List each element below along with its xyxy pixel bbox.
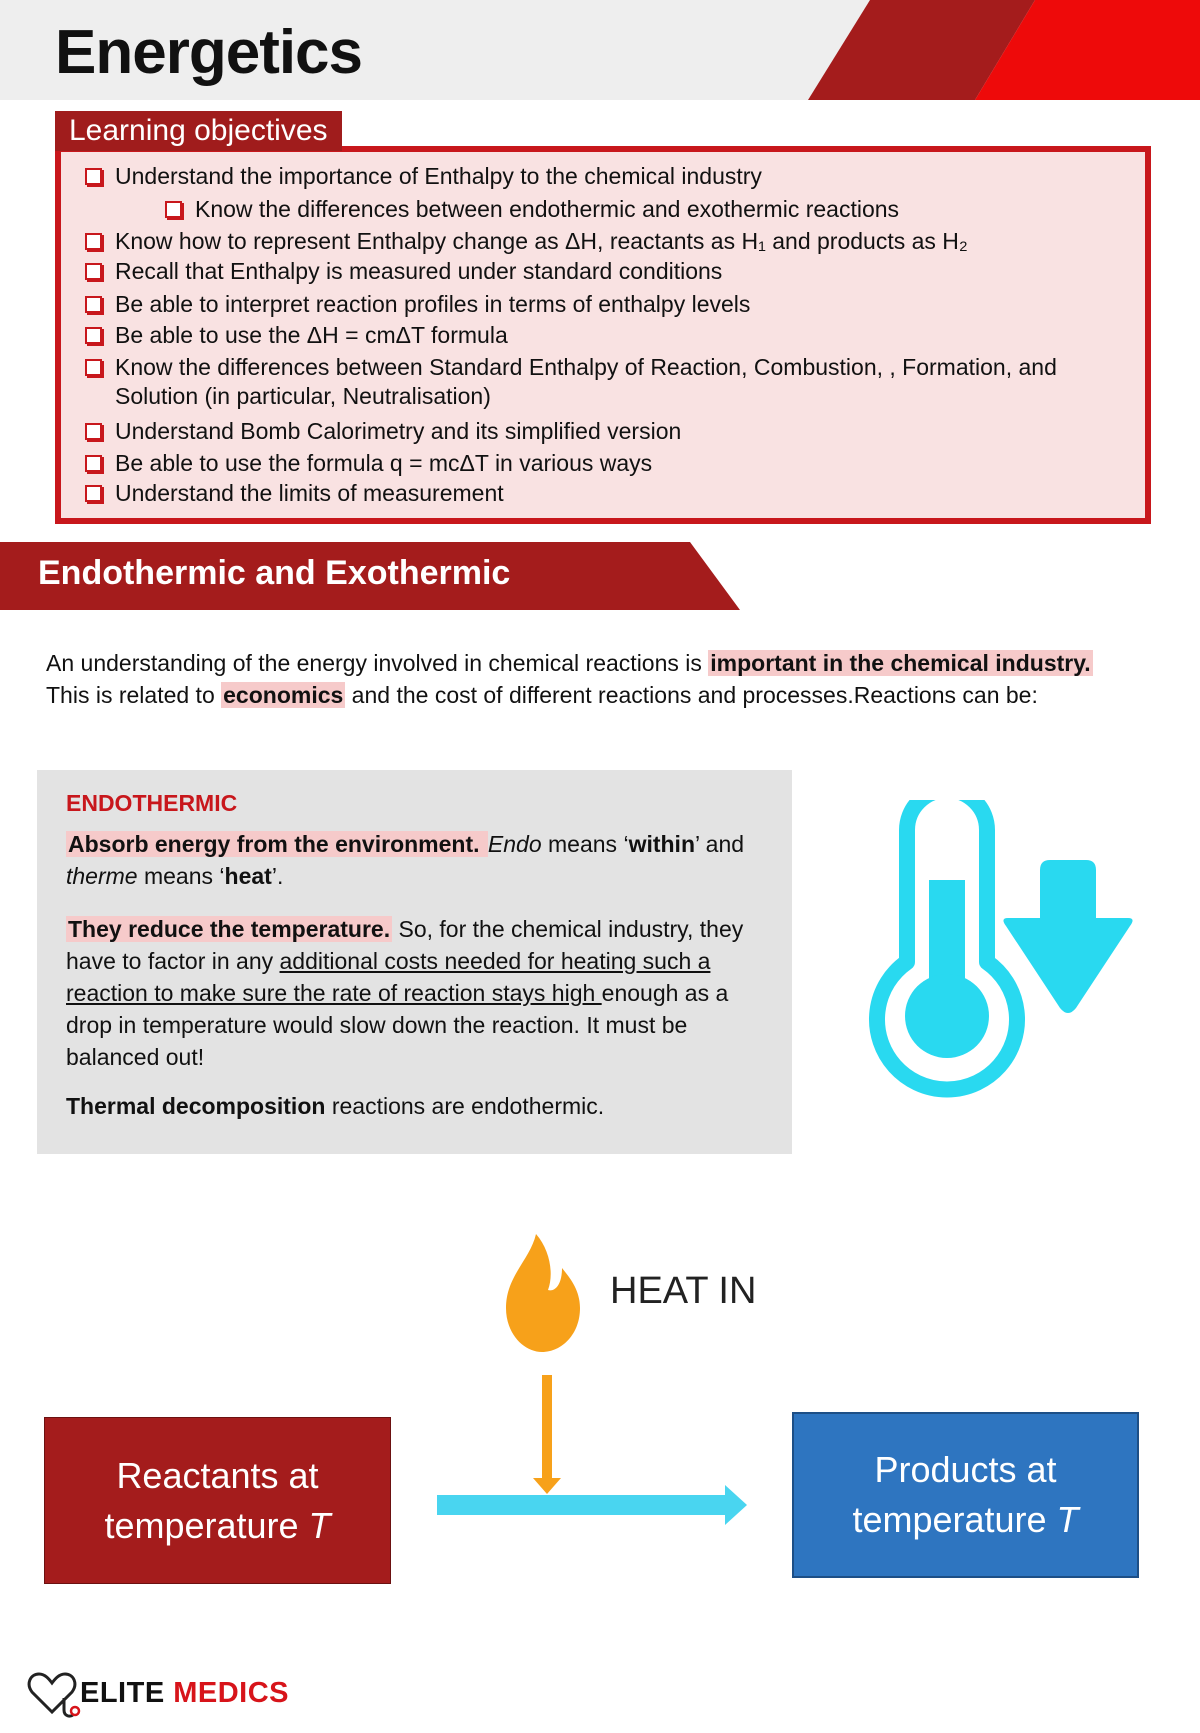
checkbox-icon bbox=[85, 168, 102, 185]
objective-text: Know the differences between Standard Enthalpy of Reaction, Combustion, , Formation, and Solution (in particular, Neutralisation) bbox=[115, 354, 1057, 409]
thermal-decomposition-note: Thermal decomposition reactions are endothermic. bbox=[66, 1093, 605, 1119]
objective-text: Be able to use the ΔH = cmΔT formula bbox=[115, 322, 508, 348]
endothermic-definition: Absorb energy from the environment. Endo means ‘within’ and therme means ‘heat’. bbox=[66, 831, 745, 889]
highlight: economics bbox=[223, 682, 344, 708]
checkbox-icon bbox=[165, 201, 182, 218]
stethoscope-heart-icon bbox=[26, 1670, 82, 1720]
reaction-arrow-icon bbox=[437, 1485, 747, 1525]
learning-objectives-box bbox=[55, 146, 1151, 524]
arrow-down-icon bbox=[1003, 860, 1132, 1013]
intro-paragraph: An understanding of the energy involved in chemical reactions is important in the chemical industry. This is related to economics and the cost of different reactions and processes.Reactions can be: bbox=[46, 650, 1091, 708]
reactants-line-1: Reactants at bbox=[116, 1454, 319, 1496]
heat-arrow-icon bbox=[533, 1375, 561, 1494]
heat-in-label: HEAT IN bbox=[610, 1270, 757, 1312]
learning-objectives-label: Learning objectives bbox=[55, 111, 342, 151]
endothermic-heading: ENDOTHERMIC bbox=[66, 790, 238, 816]
checkbox-icon bbox=[85, 327, 102, 344]
section-title: Endothermic and Exothermic bbox=[38, 554, 511, 592]
products-box bbox=[792, 1412, 1139, 1578]
objective-text: Be able to use the formula q = mcΔT in various ways bbox=[115, 450, 653, 476]
objective-text: Recall that Enthalpy is measured under standard conditions bbox=[115, 258, 723, 284]
checkbox-icon bbox=[85, 455, 102, 472]
objective-text: Understand the limits of measurement bbox=[115, 480, 504, 506]
objective-text: Understand Bomb Calorimetry and its simplified version bbox=[115, 418, 682, 444]
checkbox-icon bbox=[85, 423, 102, 440]
highlight: important in the chemical industry. bbox=[710, 650, 1091, 676]
checkbox-icon bbox=[85, 296, 102, 313]
products-line-2: temperature T bbox=[852, 1499, 1079, 1540]
objective-text: Be able to interpret reaction profiles in terms of enthalpy levels bbox=[115, 291, 751, 317]
checkbox-icon bbox=[85, 359, 102, 376]
checkbox-icon bbox=[85, 485, 102, 502]
thermometer-icon bbox=[877, 800, 1017, 1089]
thermometer-down-icon bbox=[860, 800, 1140, 1100]
reactants-box bbox=[44, 1417, 391, 1584]
endothermic-temperature-note: They reduce the temperature. So, for the chemical industry, they have to factor in any additional costs needed for heating such a reaction to make sure the rate of reaction stays high enough as a drop in temperature would slow down the reaction. It must be balanced out! bbox=[66, 916, 744, 1070]
objective-text: Know how to represent Enthalpy change as ΔH, reactants as H₁ and products as H₂ bbox=[115, 228, 968, 254]
checkbox-icon bbox=[85, 263, 102, 280]
flame-icon bbox=[500, 1230, 585, 1355]
page-title: Energetics bbox=[55, 18, 363, 87]
reactants-line-2: temperature T bbox=[104, 1504, 331, 1546]
objective-text: Know the differences between endothermic and exothermic reactions bbox=[195, 196, 900, 222]
brand-logo: ELITE MEDICS bbox=[80, 1677, 290, 1709]
products-line-1: Products at bbox=[874, 1449, 1057, 1490]
objective-text: Understand the importance of Enthalpy to the chemical industry bbox=[115, 163, 762, 189]
checkbox-icon bbox=[85, 233, 102, 250]
